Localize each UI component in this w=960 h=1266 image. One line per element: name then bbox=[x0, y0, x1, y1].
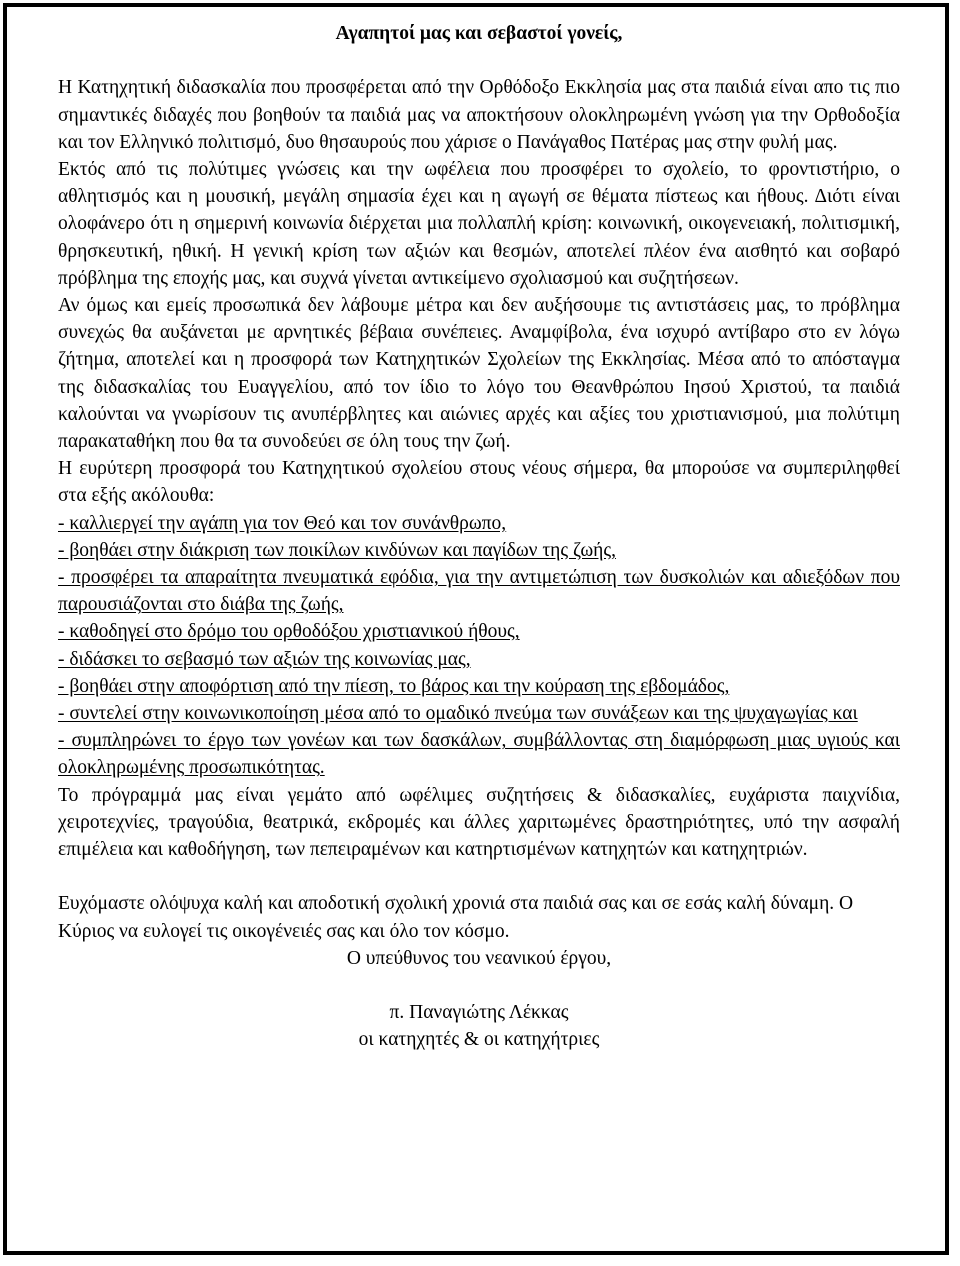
spacer bbox=[58, 863, 900, 890]
paragraph-crisis: Εκτός από τις πολύτιμες γνώσεις και την ωφέλεια που προσφέρει το σχολείο, το φροντιστήριο, ο αθλητισμός και η μουσική, μεγάλη σημασία έχει και η αγωγή σε θέματα πίστεως και ήθους. Διότι είναι ολοφάνερο ότι η σημερινή κοινωνία διέρχεται μια πολλαπλή κρίση: κοινωνική, οικογενειακή, πολιτισμική, θρησκευτική, ηθική. Η γενική κρίση των αξιών και θεσμών, αποτελεί πλέον ένα αισθητό και σοβαρό πρόβλημα της εποχής μας, και συχνά γίνεται αντικείμενο σχολιασμού και συζητήσεων. bbox=[58, 159, 900, 289]
list-item: - συντελεί στην κοινωνικοποίηση μέσα από το ομαδικό πνεύμα των συνάξεων και της ψυχαγωγίας και bbox=[58, 703, 858, 725]
paragraph-intro: Η Κατηχητική διδασκαλία που προσφέρεται από την Ορθόδοξο Εκκλησία μας στα παιδιά είναι απο τις πιο σημαντικές διδαχές που βοηθούν τα παιδιά μας να αποκτήσουν ολοκληρωμένη γνώση για την Ορθοδοξία και τον Ελληνικό πολιτισμό, δυο θησαυρούς που χάρισε ο Πανάγαθος Πατέρας μας στην φυλή μας. bbox=[58, 77, 900, 153]
letter-salutation: Αγαπητοί μας και σεβαστοί γονείς, bbox=[335, 23, 623, 44]
list-item: - βοηθάει στην αποφόρτιση από την πίεση, το βάρος και την κούραση της εβδομάδος, bbox=[58, 675, 730, 697]
list-item: - καθοδηγεί στο δρόμο του ορθοδόξου χριστιανικού ήθους, bbox=[58, 621, 520, 643]
list-item: - βοηθάει στην διάκριση των ποικίλων κινδύνων και παγίδων της ζωής, bbox=[58, 539, 616, 561]
paragraph-offer-intro: Η ευρύτερη προσφορά του Κατηχητικού σχολείου στους νέους σήμερα, θα μπορούσε να συμπεριληφθεί στα εξής ακόλουθα: bbox=[58, 458, 900, 507]
spacer bbox=[58, 972, 900, 999]
list-item: - καλλιεργεί την αγάπη για τον Θεό και τον συνάνθρωπο, bbox=[58, 512, 507, 534]
paragraph-wishes: Ευχόμαστε ολόψυχα καλή και αποδοτική σχολική χρονιά στα παιδιά σας και σε εσάς καλή δύναμη. Ο Κύριος να ευλογεί τις οικογένειές σας και όλο τον κόσμο. bbox=[58, 893, 854, 942]
list-item: - συμπληρώνει το έργο των γονέων και των δασκάλων, συμβάλλοντας στη διαμόρφωση μιας υγιούς και ολοκληρωμένης προσωπικότητας. bbox=[58, 730, 900, 779]
paragraph-counterweight: Αν όμως και εμείς προσωπικά δεν λάβουμε μέτρα και δεν αυξήσουμε τις αντιστάσεις μας, το πρόβλημα συνεχώς θα αυξάνεται με αρνητικές βέβαια συνέπειες. Αναμφίβολα, ένα ισχυρό αντίβαρο στο εν λόγω ζήτημα, αποτελεί και η προσφορά των Κατηχητικών Σχολείων της Εκκλησίας. Μέσα από το απόσταγμα της διδασκαλίας του Ευαγγελίου, από τον ίδιο το λόγο του Θεανθρώπου Ιησού Χριστού, τα παιδιά καλούνται να γνωρίσουν τις ανυπέρβλητες και αιώνιες αρχές και αξίες του χριστιανισμού, μια πολύτιμη παρακαταθήκη που θα τα συνοδεύει σε όλη τους την ζωή. bbox=[58, 295, 900, 453]
signature-name: π. Παναγιώτης Λέκκας bbox=[389, 1002, 569, 1024]
paragraph-program: Το πρόγραμμά μας είναι γεμάτο από ωφέλιμες συζητήσεις & διδασκαλίες, ευχάριστα παιχνίδια, χειροτεχνίες, τραγούδια, θεατρικά, εκδρομές και άλλες χαριτωμένες δραστηριότητες, υπό την ασφαλή επιμέλεια και καθοδήγηση, των πεπειραμένων και κατηρτισμένων κατηχητών και κατηχητριών. bbox=[58, 784, 900, 861]
letter-body bbox=[58, 20, 900, 1054]
benefits-list bbox=[58, 510, 900, 782]
closing-line: Ο υπεύθυνος του νεανικού έργου, bbox=[346, 947, 612, 969]
list-item: - διδάσκει το σεβασμό των αξιών της κοινωνίας μας, bbox=[58, 648, 471, 670]
list-item: - προσφέρει τα απαραίτητα πνευματικά εφόδια, για την αντιμετώπιση των δυσκολιών και αδιεξόδων που παρουσιάζονται στο διάβα της ζωής, bbox=[58, 567, 900, 616]
signature-team: οι κατηχητές & οι κατηχήτριες bbox=[358, 1029, 600, 1051]
